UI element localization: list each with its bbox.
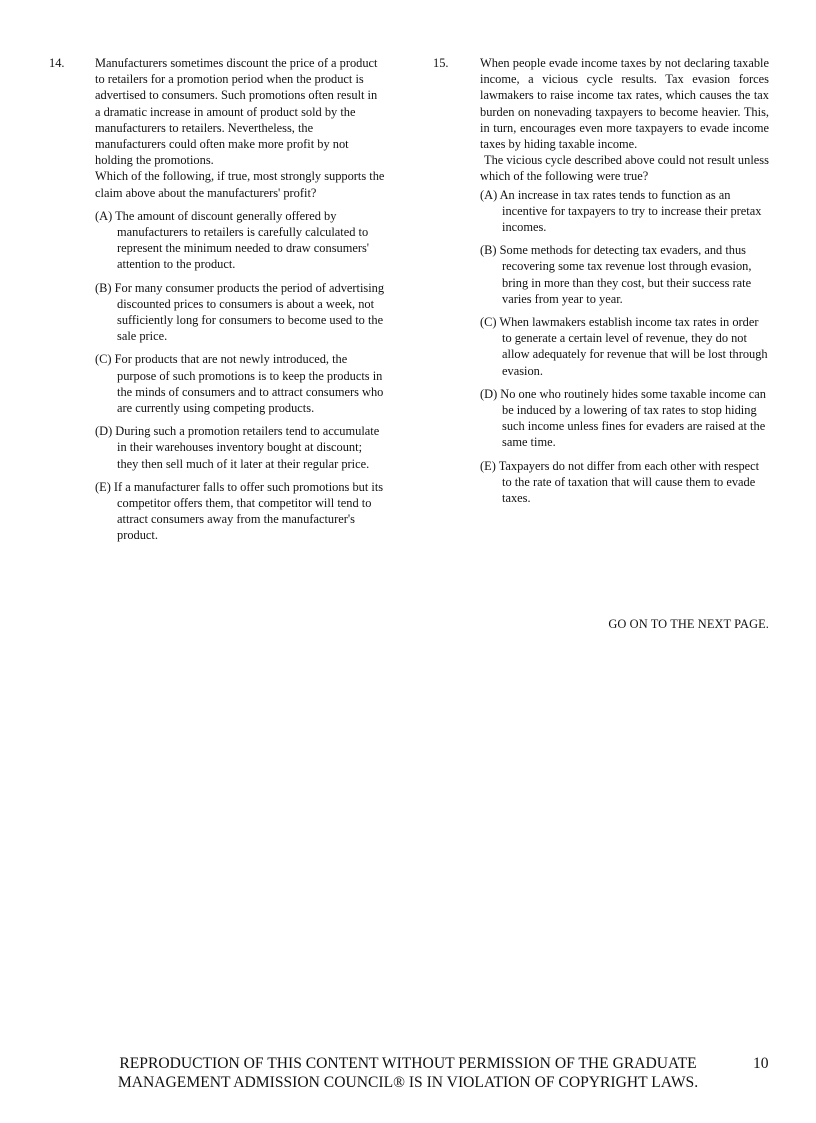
copyright-footer: REPRODUCTION OF THIS CONTENT WITHOUT PERMISSION OF THE GRADUATE MANAGEMENT ADMISSION COUNCIL® IS IN VIOLATION OF COPYRIGHT LAWS. xyxy=(117,1055,699,1091)
question-14-prompt: Which of the following, if true, most strongly supports the claim above about the manufacturers' profit? xyxy=(95,169,385,200)
go-on-next-page: GO ON TO THE NEXT PAGE. xyxy=(608,617,769,631)
question-14-passage: Manufacturers sometimes discount the price of a product to retailers for a promotion period when the product is advertised to consumers. Such promotions often result in a dramatic increase in amount of product sold by the manufacturers to retailers. Nevertheless, the manufacturers could often make more profit by not holding the promotions. xyxy=(95,56,378,168)
question-14-option-b: (B) For many consumer products the period of advertising discounted prices to consumers is about a week, not sufficiently long for consumers to become used to the sale price. xyxy=(95,280,385,344)
question-15-stem xyxy=(480,55,769,185)
question-15-options xyxy=(480,187,769,507)
question-15-option-a: (A) An increase in tax rates tends to function as an incentive for taxpayers to try to increase their pretax incomes. xyxy=(480,187,762,235)
question-15-passage: When people evade income taxes by not declaring taxable income, a vicious cycle results. Tax evasion forces lawmakers to raise income tax rates, which causes the tax burden on nonevading taxpayers to become heavier. This, in turn, encourages even more taxpayers to evade income taxes by hiding taxable income. xyxy=(480,56,769,152)
question-14-stem xyxy=(95,55,385,201)
question-14-option-e: (E) If a manufacturer falls to offer such promotions but its competitor offers them, that competitor will tend to attract consumers away from the manufacturer's product. xyxy=(95,479,384,543)
question-15-option-c: (C) When lawmakers establish income tax rates in order to generate a certain level of revenue, they do not allow adequately for revenue that will be lost through evasion. xyxy=(480,315,768,378)
question-15-prompt: The vicious cycle described above could not result unless which of the following were true? xyxy=(480,153,769,184)
question-14-option-a: (A) The amount of discount generally offered by manufacturers to retailers is carefully calculated to represent the minimum needed to draw consumers' attention to the product. xyxy=(95,208,370,272)
question-15-option-b: (B) Some methods for detecting tax evaders, and thus recovering some tax revenue lost through evasion, bring in more than they cost, but their success rate varies from year to year. xyxy=(480,243,752,306)
question-14 xyxy=(95,55,385,551)
question-14-option-c: (C) For products that are not newly introduced, the purpose of such promotions is to keep the products in the minds of consumers and to attract consumers who are currently using competing products. xyxy=(95,352,384,416)
question-14-options xyxy=(95,208,385,544)
question-15 xyxy=(480,55,769,513)
page-number: 10 xyxy=(753,1055,769,1072)
question-15-number: 15. xyxy=(433,56,449,70)
question-15-option-d: (D) No one who routinely hides some taxable income can be induced by a lowering of tax rates to stop hiding such income unless fines for evaders are raised at the same time. xyxy=(480,386,766,450)
question-14-option-d: (D) During such a promotion retailers tend to accumulate in their warehouses inventory bought at discount; they then sell much of it later at their regular price. xyxy=(95,424,380,471)
question-15-option-e: (E) Taxpayers do not differ from each other with respect to the rate of taxation that will cause them to evade taxes. xyxy=(480,458,760,506)
question-14-number: 14. xyxy=(49,56,65,70)
